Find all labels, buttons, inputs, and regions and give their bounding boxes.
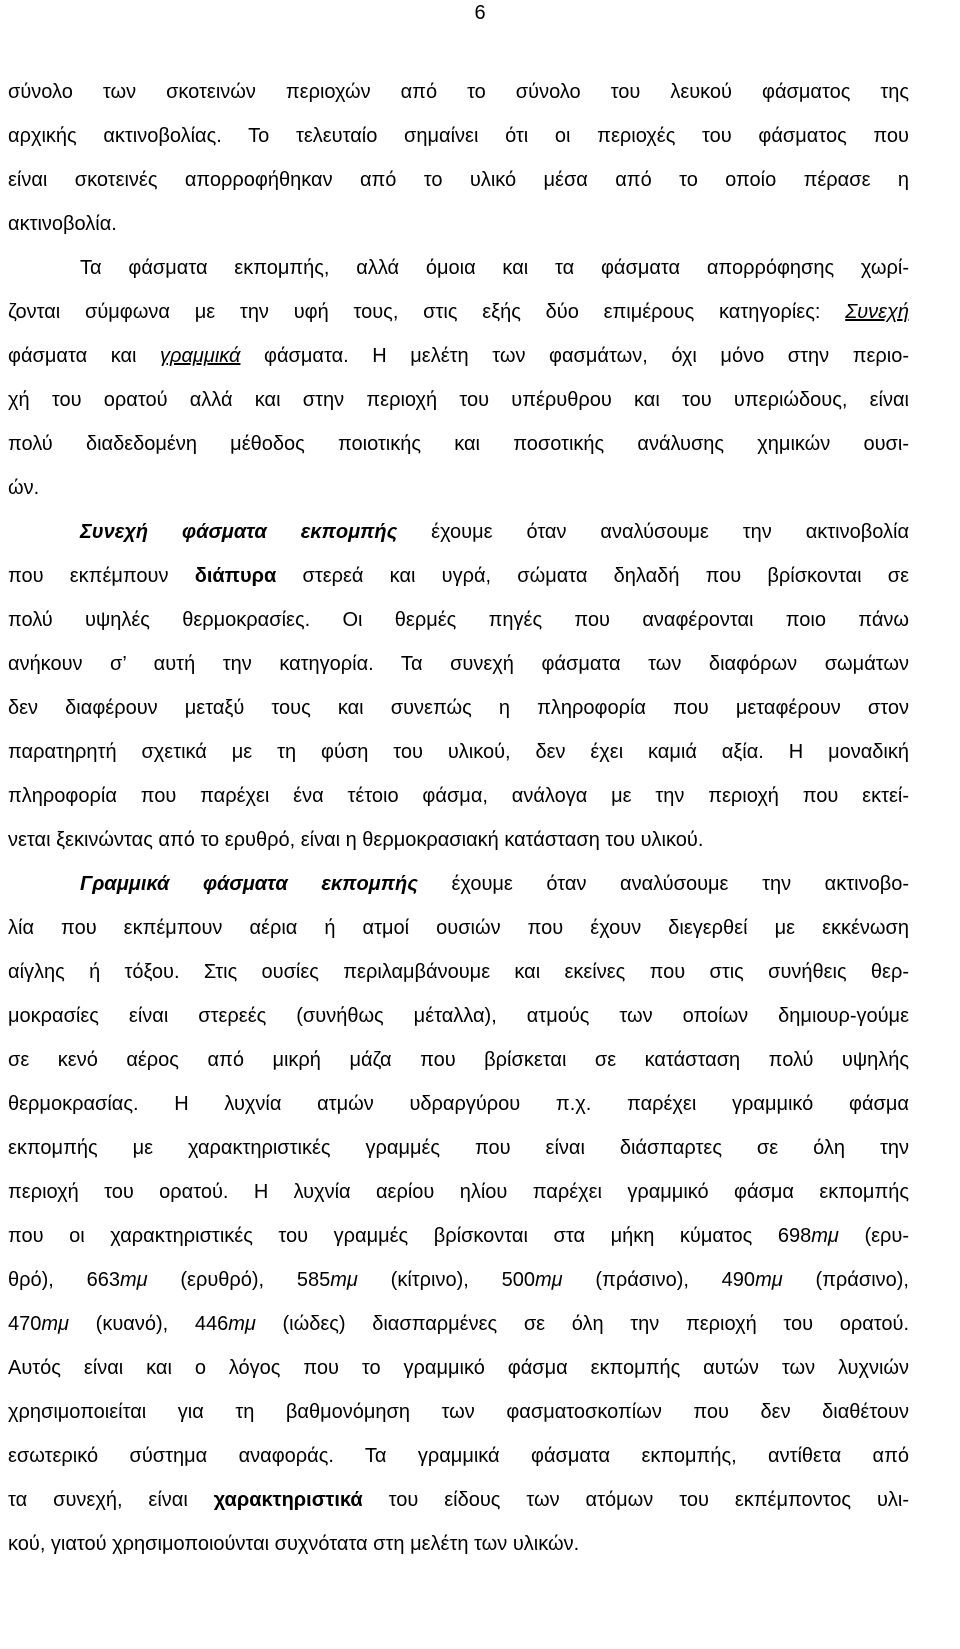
text-line: πληροφορία που παρέχει ένα τέτοιο φάσμα, ανάλογα με την περιοχή που εκτεί- <box>8 785 909 807</box>
text-segment: (ερυθρό), 585 <box>147 1269 331 1291</box>
text-line: ανήκουν σ’ αυτή την κατηγορία. Τα συνεχή φάσματα των διαφόρων σωμάτων <box>8 653 909 675</box>
text-line: Τα φάσματα εκπομπής, αλλά όμοια και τα φάσματα απορρόφησης χωρί- <box>80 257 909 279</box>
bold-term: χαρακτηριστικά <box>213 1489 363 1511</box>
page-number: 6 <box>474 2 486 24</box>
emphasis-linear: γραμμικά <box>160 345 241 367</box>
text-line: ών. <box>8 477 40 499</box>
text-line <box>8 343 909 369</box>
text-line: αρχικής ακτινοβολίας. Το τελευταίο σημαίνει ότι οι περιοχές του φάσματος που <box>8 125 909 147</box>
unit: mμ <box>330 1269 358 1291</box>
text-line: χή του ορατού αλλά και στην περιοχή του υπέρυθρου και του υπεριώδους, είναι <box>8 389 909 411</box>
text-segment: (κυανό), 446 <box>69 1313 229 1335</box>
text-segment: (ιώδες) διασπαρμένες σε όλη την περιοχή του ορατού. <box>255 1313 909 1335</box>
text-segment: θρό), 663 <box>8 1269 120 1291</box>
text-line <box>8 1267 909 1293</box>
text-segment: που οι χαρακτηριστικές του γραμμές βρίσκονται στα μήκη κύματος 698 <box>8 1225 812 1247</box>
text-segment: έχουμε όταν αναλύσουμε την ακτινοβο- <box>417 873 910 895</box>
text-line <box>8 563 909 589</box>
heading-continuous-spectra: Συνεχή φάσματα εκπομπής <box>80 521 398 543</box>
text-line: θερμοκρασίας. Η λυχνία ατμών υδραργύρου π.χ. παρέχει γραμμικό φάσμα <box>8 1093 909 1115</box>
text-line: λία που εκπέμπουν αέρια ή ατμοί ουσιών που έχουν διεγερθεί με εκκένωση <box>8 917 909 939</box>
text-line: δεν διαφέρουν μεταξύ τους και συνεπώς η πληροφορία που μεταφέρουν στον <box>8 697 909 719</box>
text-line <box>8 299 909 325</box>
unit: mμ <box>534 1269 563 1291</box>
text-line: σε κενό αέρος από μικρή μάζα που βρίσκεται σε κατάσταση πολύ υψηλής <box>8 1049 909 1071</box>
text-segment: (ερυ- <box>838 1225 910 1247</box>
text-line: κού, γιατού χρησιμοποιούνται συχνότατα στη μελέτη των υλικών. <box>8 1533 580 1555</box>
unit: mμ <box>228 1313 256 1335</box>
text-segment: (πράσινο), <box>782 1269 909 1291</box>
text-line <box>8 1223 909 1249</box>
unit: mμ <box>119 1269 148 1291</box>
text-line: σύνολο των σκοτεινών περιοχών από το σύνολο του λευκού φάσματος της <box>8 81 909 103</box>
text-line <box>80 519 909 545</box>
text-line: εσωτερικό σύστημα αναφοράς. Τα γραμμικά φάσματα εκπομπής, αντίθετα από <box>8 1445 909 1467</box>
text-segment: φάσματα και <box>8 345 161 367</box>
text-line: Αυτός είναι και ο λόγος που το γραμμικό φάσμα εκπομπής αυτών των λυχνιών <box>8 1357 909 1379</box>
bold-term: διάπυρα <box>194 565 277 587</box>
text-line: μοκρασίες είναι στερεές (συνήθως μέταλλα), ατμούς των οποίων δημιουρ-γούμε <box>8 1005 909 1027</box>
heading-line-spectra: Γραμμικά φάσματα εκπομπής <box>80 873 418 895</box>
unit: mμ <box>41 1313 69 1335</box>
text-line: ακτινοβολία. <box>8 213 117 235</box>
text-line: αίγλης ή τόξου. Στις ουσίες περιλαμβάνουμε και εκείνες που στις συνήθεις θερ- <box>8 961 909 983</box>
text-line: χρησιμοποιείται για τη βαθμονόμηση των φασματοσκοπίων που δεν διαθέτουν <box>8 1401 909 1423</box>
text-segment: τα συνεχή, είναι <box>8 1489 214 1511</box>
text-line: πολύ υψηλές θερμοκρασίες. Οι θερμές πηγές που αναφέρονται ποιο πάνω <box>8 609 909 631</box>
text-segment: που εκπέμπουν <box>8 565 195 587</box>
text-segment: 470 <box>8 1313 42 1335</box>
text-segment: ζονται σύμφωνα με την υφή τους, στις εξής δύο επιμέρους κατηγορίες: <box>8 301 846 323</box>
text-segment: (κίτρινο), 500 <box>357 1269 535 1291</box>
text-segment: έχουμε όταν αναλύσουμε την ακτινοβολία <box>397 521 910 543</box>
text-segment: του είδους των ατόμων του εκπέμποντος υλι- <box>362 1489 909 1511</box>
text-line: νεται ξεκινώντας από το ερυθρό, είναι η θερμοκρασιακή κατάσταση του υλικού. <box>8 829 704 851</box>
text-segment: στερεά και υγρά, σώματα δηλαδή που βρίσκονται σε <box>276 565 910 587</box>
text-line <box>80 871 909 897</box>
text-line <box>8 1311 909 1337</box>
text-segment: φάσματα. Η μελέτη των φασμάτων, όχι μόνο στην περιο- <box>240 345 910 367</box>
unit: mμ <box>755 1269 783 1291</box>
emphasis-continuous: Συνεχή <box>845 301 909 323</box>
text-line: εκπομπής με χαρακτηριστικές γραμμές που είναι διάσπαρτες σε όλη την <box>8 1137 909 1159</box>
text-line: είναι σκοτεινές απορροφήθηκαν από το υλικό μέσα από το οποίο πέρασε η <box>8 169 909 191</box>
text-line: παρατηρητή σχετικά με τη φύση του υλικού, δεν έχει καμιά αξία. Η μοναδική <box>8 741 909 763</box>
text-segment: (πράσινο), 490 <box>562 1269 756 1291</box>
unit: mμ <box>811 1225 839 1247</box>
text-line: πολύ διαδεδομένη μέθοδος ποιοτικής και ποσοτικής ανάλυσης χημικών ουσι- <box>8 433 909 455</box>
text-line: περιοχή του ορατού. Η λυχνία αερίου ηλίου παρέχει γραμμικό φάσμα εκπομπής <box>8 1181 909 1203</box>
text-line <box>8 1487 909 1513</box>
